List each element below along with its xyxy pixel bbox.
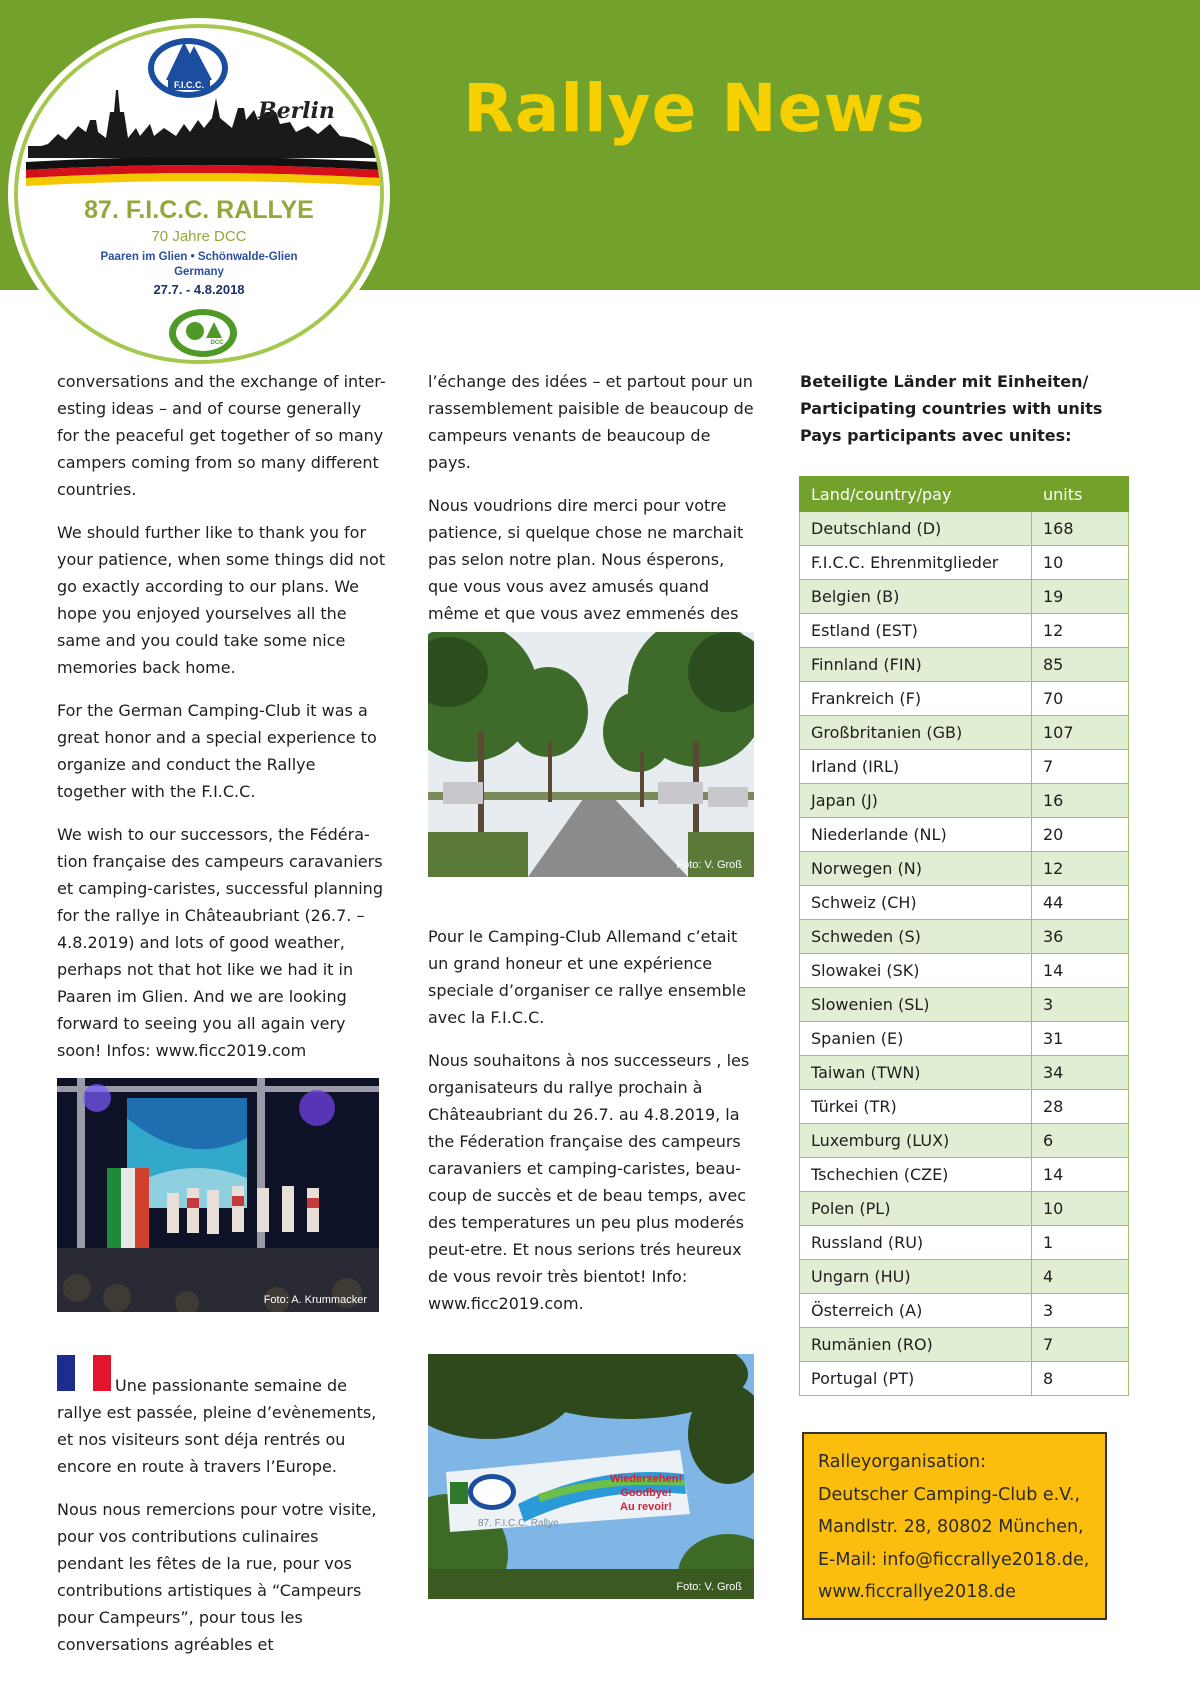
country-cell: Polen (PL) (800, 1192, 1032, 1226)
photo-credit: Foto: A. Krummacker (263, 1294, 367, 1306)
heading-line: Pays participants avec unites: (800, 426, 1072, 445)
country-cell: Portugal (PT) (800, 1362, 1032, 1396)
column-header-country: Land/country/pay (800, 477, 1032, 512)
table-row (800, 716, 1129, 750)
column-french (428, 368, 758, 670)
paragraph: Nous voudrions dire merci pour votre patience, si quelque chose ne marchait pas selon notre plan. Nous ésperons, que vous vous avez amusés quand même et que vous avez emmenés des (428, 496, 744, 623)
table-row (800, 852, 1129, 886)
banner-photo (428, 1354, 754, 1599)
contact-email[interactable]: E-Mail: info@ficcrallye2018.de, (818, 1549, 1090, 1570)
table-row (800, 954, 1129, 988)
units-cell: 44 (1032, 886, 1129, 920)
badge-text: F.I.C.C. (173, 80, 205, 90)
units-cell: 16 (1032, 784, 1129, 818)
table-row (800, 1192, 1129, 1226)
paragraph: For the German Camping-Club it was a great honor and a special experience to organize and conduct the Rallye together with the F.I.C.C. (57, 701, 377, 801)
units-cell: 28 (1032, 1090, 1129, 1124)
table-body (800, 512, 1129, 1396)
dcc-badge-icon (169, 309, 237, 357)
table-row (800, 1158, 1129, 1192)
contact-box (802, 1432, 1107, 1620)
units-cell: 70 (1032, 682, 1129, 716)
country-cell: Österreich (A) (800, 1294, 1032, 1328)
contact-website[interactable]: www.ficcrallye2018.de (818, 1582, 1016, 1602)
table-row (800, 1090, 1129, 1124)
units-cell: 12 (1032, 614, 1129, 648)
countries-heading (800, 368, 1130, 449)
units-cell: 10 (1032, 546, 1129, 580)
club-badge-text: DCC (210, 340, 224, 346)
table-row (800, 1056, 1129, 1090)
units-cell: 36 (1032, 920, 1129, 954)
units-cell: 6 (1032, 1124, 1129, 1158)
stage-photo-graphic (57, 1078, 379, 1312)
paragraph: Nous souhaitons à nos successeurs , les organisateurs du rallye prochain à Châteaubriant du 26.7. au 4.8.2019, la the Féderation française des campeurs caravaniers et camping-caristes, beau-coup de succès et de beau temps, avec des temperatures un peu plus moderés peut-etre. Et nous serions trés heureux de vous revoir très bientot! Info: www.ficc2019.com. (428, 1051, 750, 1313)
banner-text-3: Au revoir! (620, 1501, 672, 1513)
road-photo (428, 632, 754, 877)
contact-line: Ralleyorganisation: (818, 1452, 986, 1472)
country-cell: Finnland (FIN) (800, 648, 1032, 682)
units-cell: 14 (1032, 1158, 1129, 1192)
country-cell: Estland (EST) (800, 614, 1032, 648)
heading-line: Participating countries with units (800, 399, 1103, 418)
country-cell: Russland (RU) (800, 1226, 1032, 1260)
country-cell: Tschechien (CZE) (800, 1158, 1032, 1192)
paragraph: Une passionante semaine de rallye est passée, pleine d’evènements, et nos visiteurs sont déja rentrés ou encore en route à travers l’Europe. (57, 1376, 377, 1476)
country-cell: Slowakei (SK) (800, 954, 1032, 988)
column-french-intro (57, 1372, 387, 1674)
table-row (800, 1260, 1129, 1294)
table-row (800, 580, 1129, 614)
units-cell: 3 (1032, 1294, 1129, 1328)
units-cell: 31 (1032, 1022, 1129, 1056)
table-row (800, 546, 1129, 580)
contact-line: Deutscher Camping-Club e.V., (818, 1484, 1081, 1505)
banner-text-4: 87. F.I.C.C. Rallye (478, 1518, 559, 1529)
table-row (800, 1226, 1129, 1260)
photo-credit: Foto: V. Groß (676, 1581, 742, 1593)
column-english (57, 368, 387, 1080)
ficc-badge-icon (148, 38, 228, 98)
table-row (800, 750, 1129, 784)
heading-line: Beteiligte Länder mit Einheiten/ (800, 372, 1089, 391)
table-row (800, 512, 1129, 546)
country-cell: Luxemburg (LUX) (800, 1124, 1032, 1158)
units-cell: 4 (1032, 1260, 1129, 1294)
table-row (800, 1022, 1129, 1056)
table-header-row (800, 477, 1129, 512)
country-cell: Niederlande (NL) (800, 818, 1032, 852)
units-cell: 14 (1032, 954, 1129, 988)
logo-anniversary: 70 Jahre DCC (151, 228, 247, 245)
units-cell: 12 (1032, 852, 1129, 886)
country-cell: Rumänien (RO) (800, 1328, 1032, 1362)
paragraph: We should further like to thank you for your patience, when some things did not go exactly according to our plans. We hope you enjoyed yourselves all the same and you could take some nice memories back home. (57, 523, 386, 677)
table-row (800, 784, 1129, 818)
units-cell: 1 (1032, 1226, 1129, 1260)
table-row (800, 682, 1129, 716)
country-cell: Japan (J) (800, 784, 1032, 818)
logo-location-line1: Paaren im Glien • Schönwalde-Glien (100, 251, 298, 263)
banner-photo-graphic (428, 1354, 754, 1599)
paragraph: l’échange des idées – et partout pour un rassemblement paisible de beaucoup de campeurs venants de beaucoup de pays. (428, 372, 754, 472)
paragraph: Nous nous remercions pour votre visite, pour vos contributions culinaires pendant les fêtes de la rue, pour vos contributions artistiques à “Campeurs pour Campeurs”, pour tous les conversations agréables et (57, 1500, 377, 1654)
page-title: Rallye News (463, 70, 926, 147)
units-cell: 168 (1032, 512, 1129, 546)
stage-photo (57, 1078, 379, 1312)
country-cell: Großbritanien (GB) (800, 716, 1032, 750)
table-row (800, 614, 1129, 648)
country-cell: Irland (IRL) (800, 750, 1032, 784)
logo-rally-title: 87. F.I.C.C. RALLYE (84, 196, 314, 224)
units-cell: 107 (1032, 716, 1129, 750)
country-cell: Spanien (E) (800, 1022, 1032, 1056)
units-cell: 7 (1032, 750, 1129, 784)
rally-logo (14, 24, 384, 364)
table-row (800, 648, 1129, 682)
country-cell: F.I.C.C. Ehrenmitglieder (800, 546, 1032, 580)
photo-credit: Foto: V. Groß (676, 859, 742, 871)
table-row (800, 1294, 1129, 1328)
country-cell: Türkei (TR) (800, 1090, 1032, 1124)
contact-line: Mandlstr. 28, 80802 München, (818, 1517, 1084, 1537)
country-cell: Norwegen (N) (800, 852, 1032, 886)
units-cell: 34 (1032, 1056, 1129, 1090)
country-cell: Slowenien (SL) (800, 988, 1032, 1022)
paragraph: Pour le Camping-Club Allemand c’etait un grand honeur et une expérience speciale d’organiser ce rallye ensemble avec la F.I.C.C. (428, 927, 747, 1027)
units-cell: 7 (1032, 1328, 1129, 1362)
table-row (800, 886, 1129, 920)
units-cell: 20 (1032, 818, 1129, 852)
banner-text-2: Goodbye! (620, 1487, 672, 1499)
logo-dates: 27.7. - 4.8.2018 (153, 282, 245, 297)
countries-table (799, 476, 1129, 1396)
paragraph: We wish to our successors, the Fédéra-tion française des campeurs caravaniers et camping-caristes, successful planning for the rallye in Châteaubriant (26.7. – 4.8.2019) and lots of good weather, perhaps not that hot like we had it in Paaren im Glien. And we are looking forward to seeing you all again very soon! Infos: www.ficc2019.com (57, 825, 383, 1060)
table-row (800, 818, 1129, 852)
table-row (800, 1362, 1129, 1396)
units-cell: 3 (1032, 988, 1129, 1022)
logo-location-line2: Germany (174, 266, 224, 278)
units-cell: 85 (1032, 648, 1129, 682)
country-cell: Schweden (S) (800, 920, 1032, 954)
units-cell: 10 (1032, 1192, 1129, 1226)
column-french-2 (428, 923, 758, 1333)
table-row (800, 988, 1129, 1022)
table-row (800, 920, 1129, 954)
logo-city: Berlin (258, 98, 335, 124)
banner-text-1: Wiedersehen! (609, 1473, 683, 1485)
country-cell: Ungarn (HU) (800, 1260, 1032, 1294)
table-row (800, 1124, 1129, 1158)
table-row (800, 1328, 1129, 1362)
country-cell: Deutschland (D) (800, 512, 1032, 546)
country-cell: Belgien (B) (800, 580, 1032, 614)
units-cell: 19 (1032, 580, 1129, 614)
country-cell: Frankreich (F) (800, 682, 1032, 716)
road-photo-graphic (428, 632, 754, 877)
country-cell: Taiwan (TWN) (800, 1056, 1032, 1090)
column-header-units: units (1032, 477, 1129, 512)
units-cell: 8 (1032, 1362, 1129, 1396)
paragraph: conversations and the exchange of inter-esting ideas – and of course generally for the peaceful get together of so many campers coming from so many different countries. (57, 372, 386, 499)
country-cell: Schweiz (CH) (800, 886, 1032, 920)
